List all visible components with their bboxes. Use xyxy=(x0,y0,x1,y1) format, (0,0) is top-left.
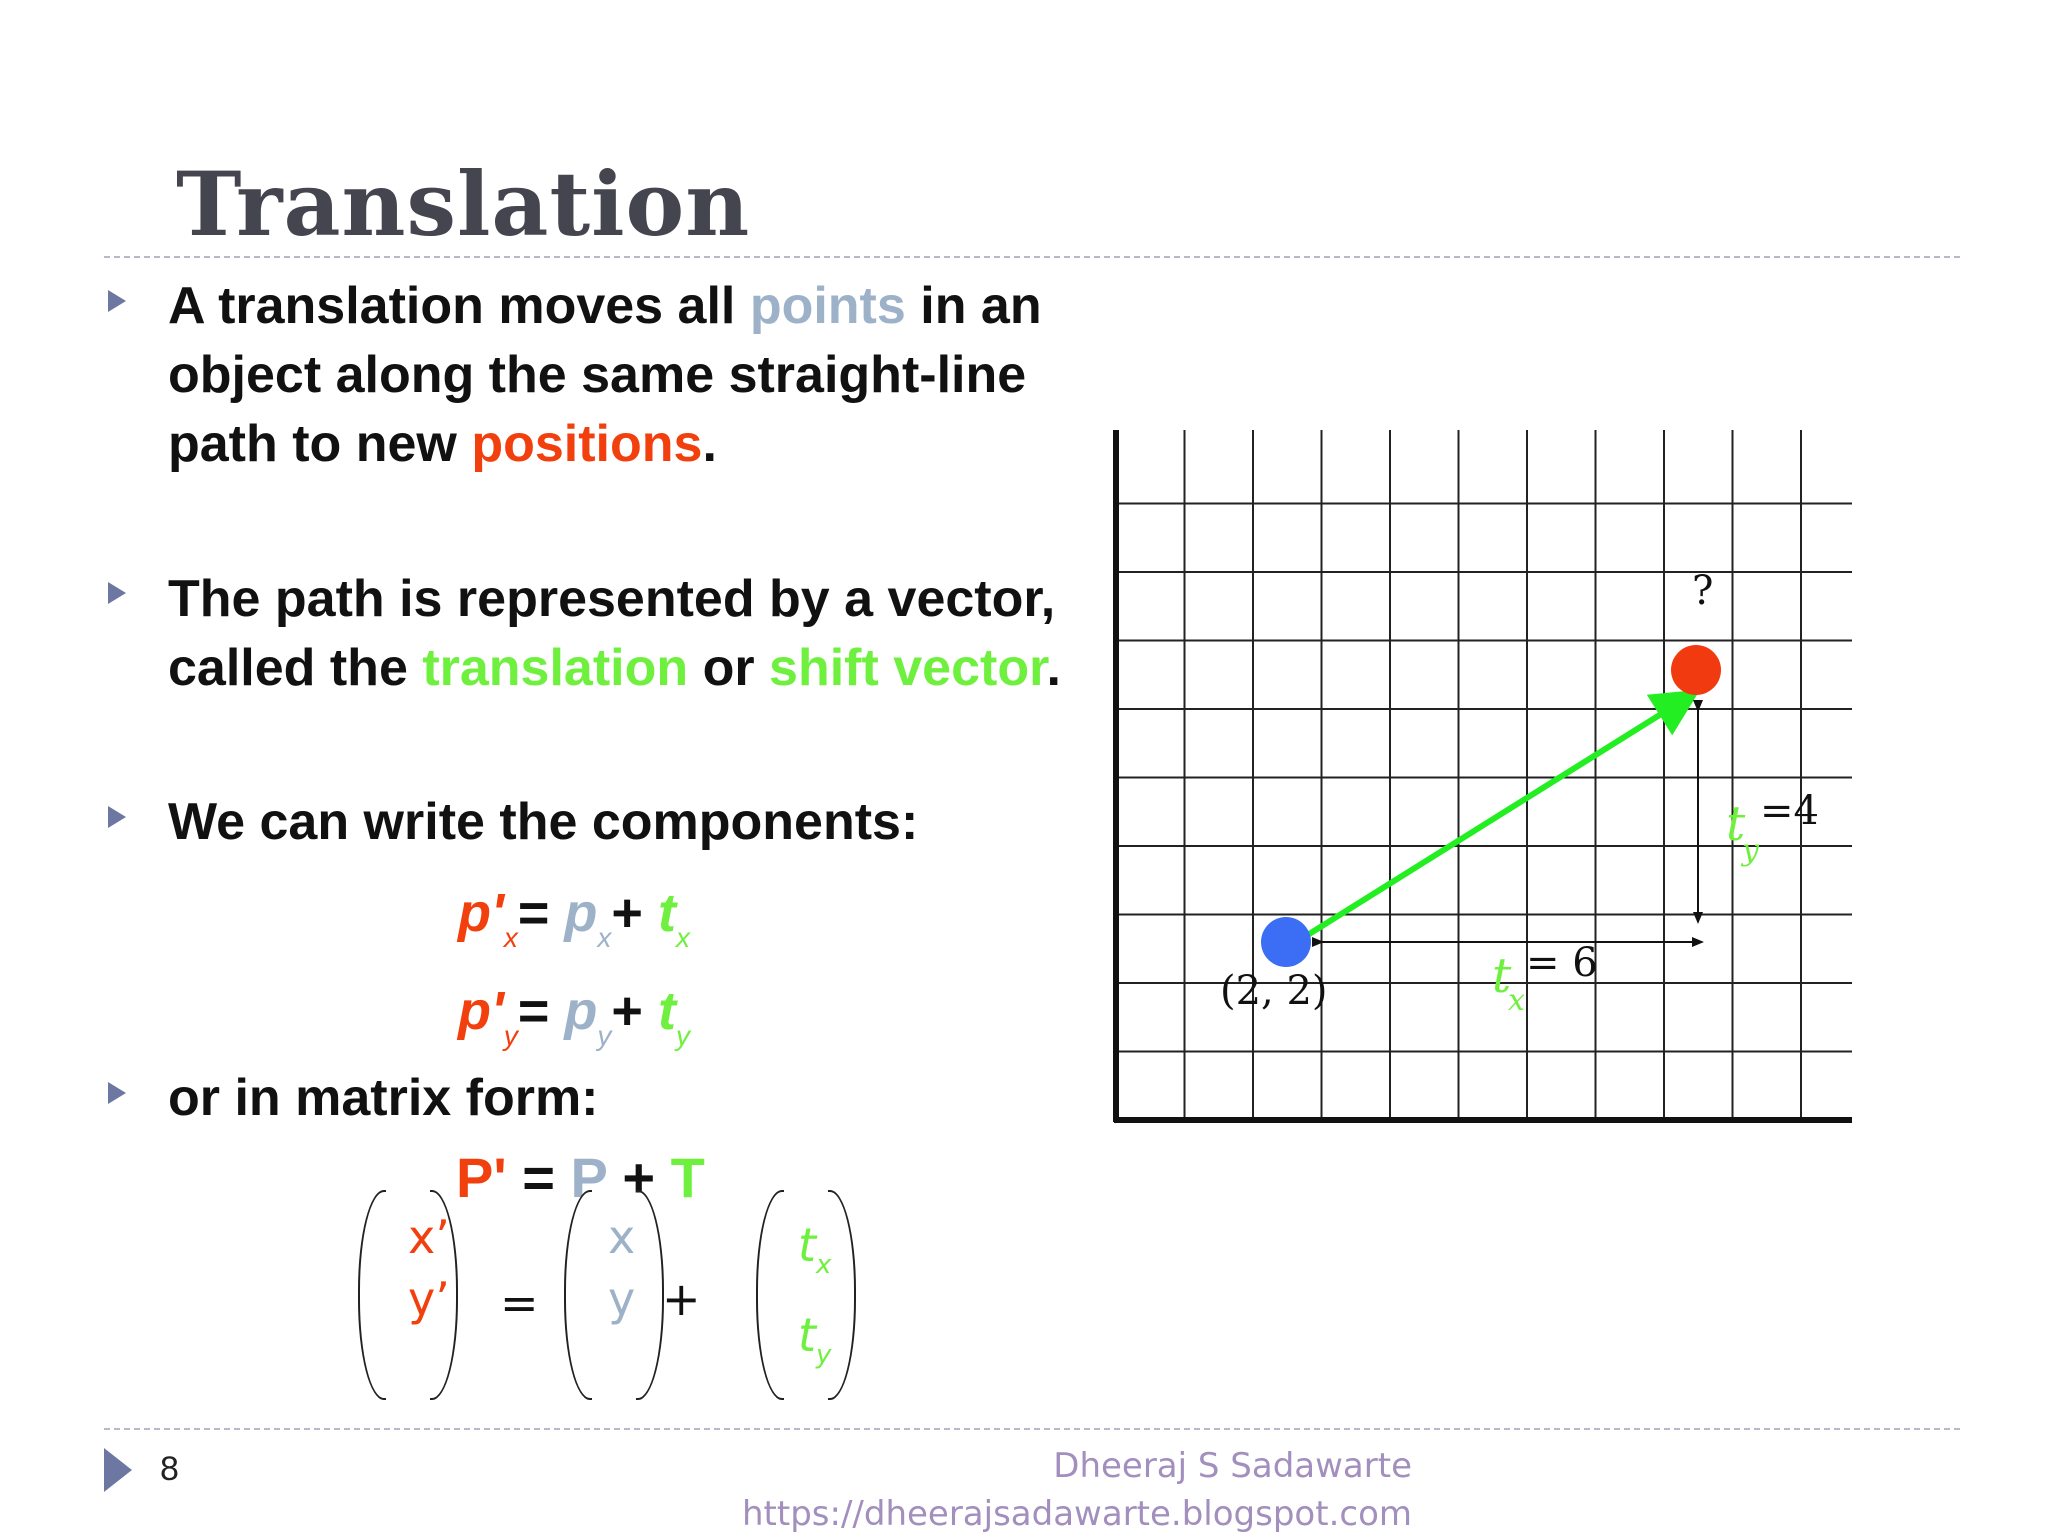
bullet-marker-icon xyxy=(108,806,126,828)
bullet-4-part: or in matrix form: xyxy=(168,1069,599,1127)
grid-lines xyxy=(1116,430,1852,1120)
bullet-1-part: . xyxy=(702,415,717,473)
translation-grid-figure xyxy=(1100,420,1860,1140)
bullet-marker-icon xyxy=(108,582,126,604)
bullet-2-text xyxy=(168,565,1068,703)
close-paren-icon xyxy=(636,1190,664,1400)
matrix-cell-yprime: y’ xyxy=(408,1272,450,1326)
matrix-tx-t: t xyxy=(798,1218,817,1272)
ty-label-sub: y xyxy=(1742,833,1759,868)
bullet-3-part: We can write the components: xyxy=(168,793,919,851)
bullet-1-part: A translation moves all xyxy=(168,277,750,335)
tx-label-t: t xyxy=(1492,948,1512,1004)
title-divider xyxy=(104,256,1960,258)
ty-label-t: t xyxy=(1726,796,1746,852)
eq2-p: p xyxy=(564,981,598,1041)
matrix-eq-plus: + xyxy=(622,1146,656,1209)
start-point-label: (2, 2) xyxy=(1220,968,1328,1014)
matrix-ty-sub: y xyxy=(816,1340,832,1370)
bullet-1-text xyxy=(168,272,1088,479)
matrix-eq-t: T xyxy=(670,1146,705,1209)
eq2-equals: = xyxy=(517,981,550,1041)
open-paren-icon xyxy=(564,1190,592,1400)
eq1-lhs-sub: x xyxy=(503,922,518,953)
ty-label-value: =4 xyxy=(1760,788,1819,834)
close-paren-icon xyxy=(828,1190,856,1400)
eq1-p: p xyxy=(564,883,598,943)
eq1-lhs: p' xyxy=(458,883,504,943)
matrix-ty-t: t xyxy=(798,1308,817,1362)
page-number: 8 xyxy=(160,1450,179,1488)
eq2-t: t xyxy=(657,981,676,1041)
eq2-plus: + xyxy=(611,981,643,1041)
eq1-equals: = xyxy=(517,883,550,943)
end-point xyxy=(1671,645,1721,695)
end-point-label: ? xyxy=(1692,568,1714,614)
open-paren-icon xyxy=(358,1190,386,1400)
translation-vector-arrow xyxy=(1290,696,1690,946)
matrix-plus: + xyxy=(662,1272,701,1326)
matrix-cell-xprime: x’ xyxy=(408,1210,450,1264)
eq1-plus: + xyxy=(611,883,643,943)
matrix-tx-sub: x xyxy=(816,1250,832,1280)
bullet-1-part: in an object along the same straight-line path to new xyxy=(168,277,1042,473)
bullet-1-highlight-points: points xyxy=(749,277,906,335)
eq2-p-sub: y xyxy=(597,1020,612,1051)
matrix-eq-equals: = xyxy=(522,1146,555,1209)
page-marker-icon xyxy=(104,1448,132,1492)
bullet-marker-icon xyxy=(108,1082,126,1104)
bullet-2-part: The path is represented by a vector, called the xyxy=(168,570,1056,697)
bullet-4-text xyxy=(168,1064,1088,1133)
bullet-2-highlight-translation: translation xyxy=(422,639,689,697)
open-paren-icon xyxy=(756,1190,784,1400)
bullet-2-part: . xyxy=(1046,639,1061,697)
tx-label-value: = 6 xyxy=(1526,940,1598,986)
matrix-cell-ty xyxy=(798,1308,832,1370)
bullet-marker-icon xyxy=(108,290,126,312)
equation-y xyxy=(458,981,690,1051)
footer-url: https://dheerajsadawarte.blogspot.com xyxy=(741,1494,1412,1534)
eq2-t-sub: y xyxy=(675,1020,690,1051)
footer-divider xyxy=(104,1428,1960,1430)
bullet-2-highlight-shift-vector: shift vector xyxy=(769,639,1047,697)
tx-label-sub: x xyxy=(1508,983,1525,1018)
bullet-3-text xyxy=(168,788,1088,857)
matrix-cell-x: x xyxy=(608,1210,636,1264)
eq1-t-sub: x xyxy=(675,922,690,953)
footer-author: Dheeraj S Sadawarte xyxy=(1053,1446,1412,1486)
start-point xyxy=(1261,917,1311,967)
bullet-2-part: or xyxy=(688,639,770,697)
eq2-lhs: p' xyxy=(458,981,504,1041)
matrix-cell-tx xyxy=(798,1218,832,1280)
eq1-t: t xyxy=(657,883,676,943)
matrix-equals: = xyxy=(500,1276,539,1330)
slide-title: Translation xyxy=(176,152,751,256)
bullet-1-highlight-positions: positions xyxy=(471,415,703,473)
matrix-eq-p: P xyxy=(570,1146,607,1209)
matrix-cell-y: y xyxy=(608,1272,636,1326)
eq2-lhs-sub: y xyxy=(503,1020,518,1051)
equation-x xyxy=(458,883,690,953)
matrix-eq-lhs: P' xyxy=(456,1146,507,1209)
eq1-p-sub: x xyxy=(597,922,612,953)
